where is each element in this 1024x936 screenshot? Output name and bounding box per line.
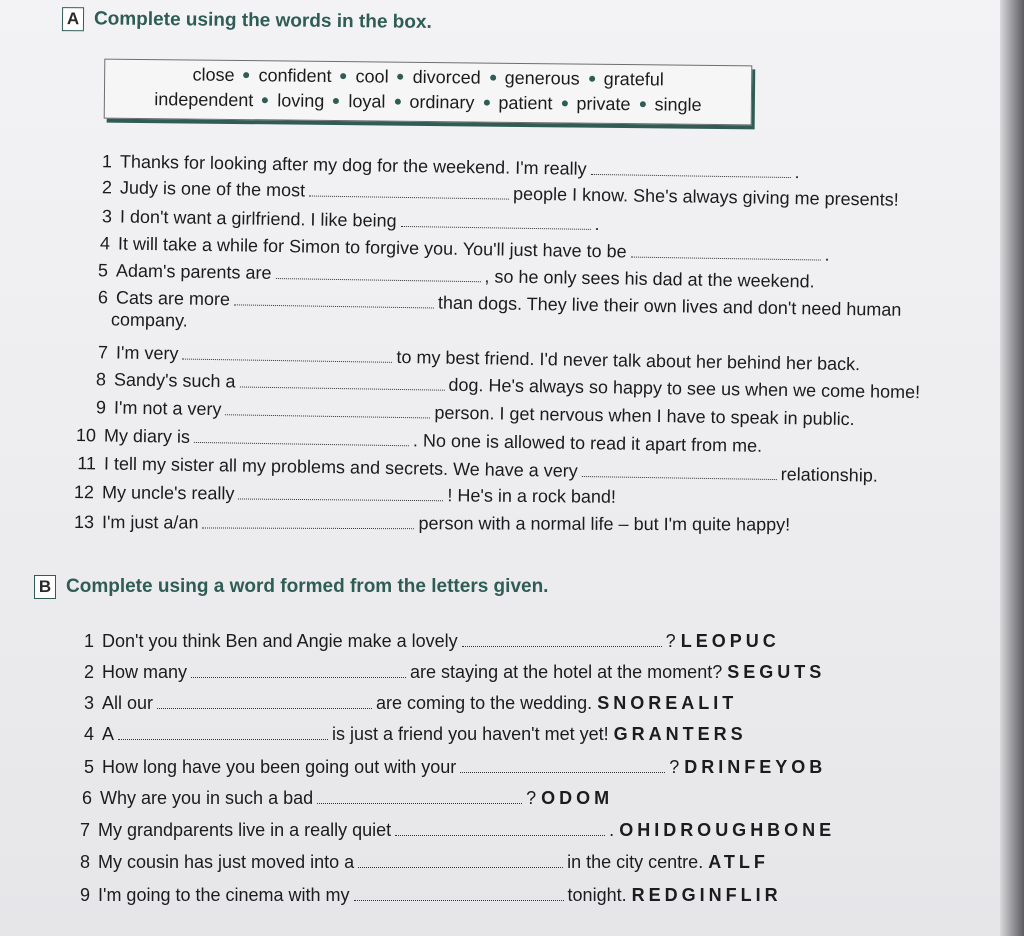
answer-blank[interactable]: [309, 181, 509, 199]
item-number: 8: [95, 369, 107, 390]
answer-blank[interactable]: [157, 694, 372, 709]
item-number: 4: [99, 233, 111, 254]
section-b-letter: B: [34, 575, 56, 599]
exercise-a-item: [82, 397, 855, 430]
item-number: 6: [81, 788, 92, 808]
exercise-a-item: [86, 233, 830, 266]
exercise-b-item: [66, 820, 835, 841]
item-number: 1: [83, 631, 94, 651]
answer-blank[interactable]: [358, 853, 563, 868]
answer-blank[interactable]: [582, 462, 777, 480]
item-number: 5: [83, 757, 94, 777]
box-word: cool: [355, 66, 389, 87]
item-text-after: to my best friend. I'd never talk about her behind her back.: [396, 346, 861, 375]
exercise-a-item: [70, 482, 616, 508]
item-text-before: Why are you in such a bad: [100, 788, 314, 808]
scrambled-letters: REDGINFLIR: [631, 885, 782, 905]
section-b-instruction: Complete using a word formed from the letters given.: [66, 576, 549, 597]
item-number: 3: [83, 693, 94, 713]
item-text-after: is just a friend you haven't met yet!: [332, 724, 609, 744]
item-text-before: Judy is one of the most: [119, 177, 306, 201]
item-text-before: My uncle's really: [101, 482, 235, 504]
word-box: [104, 59, 753, 126]
answer-blank[interactable]: [202, 513, 414, 529]
exercise-b-item: [70, 662, 825, 683]
item-text-before: I tell my sister all my problems and secrets. We have a very: [103, 453, 578, 481]
item-number: 3: [101, 206, 113, 227]
item-text-before: How many: [102, 662, 188, 682]
item-number: 2: [101, 177, 113, 198]
answer-blank[interactable]: [275, 264, 480, 282]
item-number: 8: [79, 852, 90, 872]
scrambled-letters: DRINFEYOB: [684, 757, 827, 777]
item-text-before: I'm going to the cinema with my: [98, 885, 350, 905]
item-text-after: person with a normal life – but I'm quite happy!: [418, 513, 791, 535]
box-word: grateful: [603, 68, 664, 90]
item-number: 5: [97, 260, 109, 281]
item-number: 1: [101, 151, 113, 172]
answer-blank[interactable]: [239, 372, 444, 390]
item-text-before: My diary is: [103, 425, 191, 447]
item-text-before: All our: [102, 693, 154, 713]
section-a-heading: [62, 7, 432, 35]
scrambled-letters: SNOREALIT: [597, 693, 738, 713]
item-number: 7: [79, 820, 90, 840]
item-text-before: How long have you been going out with your: [102, 757, 457, 777]
exercise-b-item: [70, 724, 747, 745]
answer-blank[interactable]: [395, 821, 605, 836]
item-text-after: ?: [526, 788, 537, 808]
exercise-a-item: [72, 425, 762, 457]
box-word: independent: [154, 89, 254, 111]
section-a-letter: A: [62, 7, 84, 31]
item-text-after: than dogs. They live their own lives and don't need human: [437, 292, 902, 320]
item-text-after: , so he only sees his dad at the weekend.: [484, 266, 815, 292]
exercise-a-item: [88, 206, 600, 235]
item-number: 9: [95, 397, 107, 418]
item-text-before: Adam's parents are: [115, 260, 272, 283]
item-text-before: Don't you think Ben and Angie make a lovely: [102, 631, 458, 651]
answer-blank[interactable]: [191, 663, 406, 678]
bullet-dot-icon: [490, 74, 496, 80]
answer-blank[interactable]: [317, 789, 522, 804]
answer-blank[interactable]: [462, 632, 662, 647]
exercise-b-item: [66, 885, 782, 906]
item-number: 7: [97, 342, 109, 363]
item-text-before: My cousin has just moved into a: [98, 852, 355, 872]
answer-blank[interactable]: [118, 725, 328, 740]
exercise-a-item: [84, 260, 815, 292]
item-text-after: are staying at the hotel at the moment?: [410, 662, 723, 682]
box-word: close: [192, 64, 235, 85]
item-text-before: Cats are more: [115, 287, 231, 310]
item-text-after: are coming to the wedding.: [376, 693, 593, 713]
word-box-row-2: [105, 89, 751, 117]
item-text-before: Thanks for looking after my dog for the weekend. I'm really: [119, 151, 587, 179]
item-text-before: It will take a while for Simon to forgive you. You'll just have to be: [117, 233, 627, 262]
bullet-dot-icon: [561, 100, 567, 106]
box-word: loyal: [348, 91, 386, 112]
answer-blank[interactable]: [225, 400, 430, 418]
item-text-before: I don't want a girlfriend. I like being: [119, 206, 397, 231]
box-word: generous: [504, 67, 580, 89]
exercise-b-item: [66, 852, 769, 873]
exercise-b-item: [70, 757, 826, 778]
item-text-after: relationship.: [780, 464, 878, 486]
item-number: 13: [73, 512, 95, 533]
item-number: 2: [83, 662, 94, 682]
item-text-after: people I know. She's always giving me presents!: [512, 183, 899, 210]
box-word: private: [576, 93, 631, 115]
item-text-before: I'm very: [115, 342, 179, 364]
item-number: 10: [75, 425, 97, 446]
word-box-row-1: [105, 64, 751, 92]
item-text-before: My grandparents live in a really quiet: [98, 820, 392, 840]
item-text-after: .: [794, 162, 800, 183]
scrambled-letters: LEOPUC: [680, 631, 780, 651]
bullet-dot-icon: [341, 73, 347, 79]
answer-blank[interactable]: [354, 886, 564, 901]
item-number: 6: [97, 287, 109, 308]
bullet-dot-icon: [333, 98, 339, 104]
item-text-after: .: [824, 244, 830, 265]
bullet-dot-icon: [483, 99, 489, 105]
item-text-before: I'm just a/an: [101, 512, 199, 533]
answer-blank[interactable]: [238, 484, 443, 501]
item-text-after: ?: [669, 757, 680, 777]
item-number: 9: [79, 885, 90, 905]
item-number: 11: [77, 453, 97, 474]
item-continuation: company.: [110, 309, 188, 331]
scrambled-letters: ODOM: [541, 788, 614, 808]
answer-blank[interactable]: [591, 160, 791, 178]
item-text-after: in the city centre.: [567, 852, 704, 872]
item-text-before: Sandy's such a: [113, 369, 236, 392]
scrambled-letters: SEGUTS: [727, 662, 826, 682]
item-text-after: ?: [665, 631, 676, 651]
answer-blank[interactable]: [234, 290, 434, 308]
item-text-before: A: [102, 724, 115, 744]
item-text-before: I'm not a very: [113, 397, 222, 420]
answer-blank[interactable]: [194, 428, 409, 446]
exercise-b-item: [70, 693, 737, 714]
item-number: 4: [83, 724, 94, 744]
item-number: 12: [73, 482, 95, 503]
section-a-instruction: Complete using the words in the box.: [93, 8, 432, 33]
scrambled-letters: GRANTERS: [613, 724, 747, 744]
box-word: ordinary: [409, 91, 475, 113]
item-text-after: .: [594, 213, 600, 235]
answer-blank[interactable]: [631, 243, 821, 261]
section-b-heading: [34, 575, 548, 599]
item-text-after: dog. He's always so happy to see us when we come home!: [448, 374, 921, 403]
bullet-dot-icon: [639, 101, 645, 107]
item-text-after: . No one is allowed to read it apart from me.: [412, 430, 763, 456]
scrambled-letters: ATLF: [708, 852, 769, 872]
bullet-dot-icon: [394, 98, 400, 104]
box-word: divorced: [412, 66, 481, 88]
box-word: loving: [277, 90, 325, 111]
exercise-b-item: [68, 788, 613, 809]
box-word: patient: [498, 92, 553, 114]
bullet-dot-icon: [589, 75, 595, 81]
item-text-after: .: [609, 820, 615, 840]
exercise-a-item: [70, 512, 790, 536]
box-word: single: [654, 94, 702, 115]
box-word: confident: [258, 65, 332, 86]
exercise-b-item: [70, 631, 780, 652]
item-text-after: person. I get nervous when I have to speak in public.: [434, 402, 855, 430]
answer-blank[interactable]: [182, 345, 392, 363]
exercise-a-item: [72, 453, 878, 487]
page-edge-shadow: [1000, 0, 1024, 936]
exercise-a-item: [84, 287, 902, 321]
bullet-dot-icon: [244, 72, 250, 78]
bullet-dot-icon: [262, 97, 268, 103]
bullet-dot-icon: [398, 73, 404, 79]
item-text-after: ! He's in a rock band!: [447, 485, 617, 507]
scrambled-letters: OHIDROUGHBONE: [619, 820, 836, 840]
item-text-after: tonight.: [567, 885, 627, 905]
answer-blank[interactable]: [400, 212, 590, 230]
answer-blank[interactable]: [460, 758, 665, 773]
